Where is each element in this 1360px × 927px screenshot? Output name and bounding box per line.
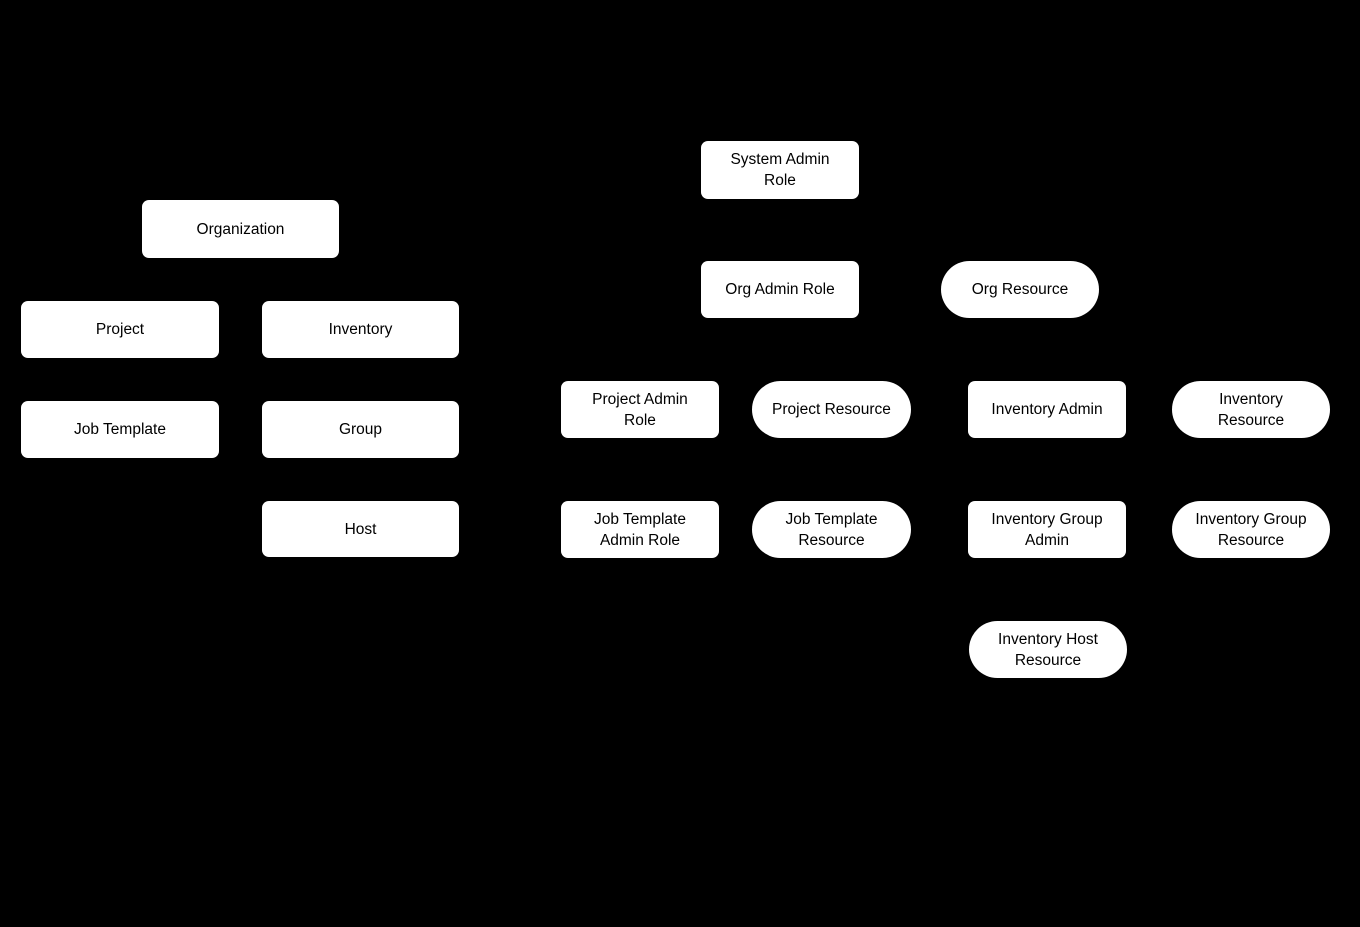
- node-inventory-group-resource: [1172, 501, 1330, 558]
- node-label: Resource: [798, 531, 865, 549]
- node-label: System Admin: [730, 151, 830, 168]
- node-system-admin-role: [701, 141, 859, 199]
- node-host: [262, 501, 459, 557]
- node-org-admin-role: [701, 261, 859, 318]
- node-label: Inventory Group: [991, 510, 1103, 528]
- node-label: Org Admin Role: [725, 281, 835, 298]
- node-label: Admin: [1025, 531, 1069, 549]
- node-inventory-resource: [1172, 381, 1330, 438]
- node-label: Inventory: [328, 321, 393, 338]
- node-label: Project Admin: [592, 390, 688, 408]
- node-inventory-group-admin: [968, 501, 1126, 558]
- node-label: Job Template: [785, 510, 878, 528]
- node-label: Inventory: [1219, 390, 1283, 408]
- node-label: Role: [624, 411, 656, 429]
- node-label: Inventory Admin: [991, 401, 1103, 418]
- node-job-template-resource: [752, 501, 911, 558]
- node-label: Organization: [196, 220, 285, 238]
- node-label: Inventory Host: [998, 630, 1098, 648]
- node-label: Job Template: [594, 510, 686, 528]
- node-organization: [142, 200, 339, 258]
- node-label: Host: [344, 520, 377, 538]
- node-project-resource: [752, 381, 911, 438]
- node-inventory-admin: [968, 381, 1126, 438]
- node-job-template-admin-role: [561, 501, 719, 558]
- node-label: Inventory Group: [1195, 510, 1307, 528]
- node-project-admin-role: [561, 381, 719, 438]
- node-org-resource: [941, 261, 1099, 318]
- node-label: Admin Role: [599, 531, 681, 549]
- node-label: Org Resource: [971, 281, 1069, 298]
- node-label: Role: [764, 172, 796, 189]
- node-label: Resource: [1014, 651, 1082, 669]
- node-label: Project: [95, 321, 145, 338]
- node-label: Project Resource: [772, 401, 891, 418]
- node-label: Group: [338, 421, 383, 438]
- node-inventory: [262, 301, 459, 358]
- node-label: Job Template: [74, 421, 166, 438]
- node-project: [21, 301, 219, 358]
- node-label: Resource: [1217, 411, 1285, 429]
- node-group: [262, 401, 459, 458]
- node-job-template: [21, 401, 219, 458]
- node-inventory-host-resource: [969, 621, 1127, 678]
- node-label: Resource: [1217, 531, 1285, 549]
